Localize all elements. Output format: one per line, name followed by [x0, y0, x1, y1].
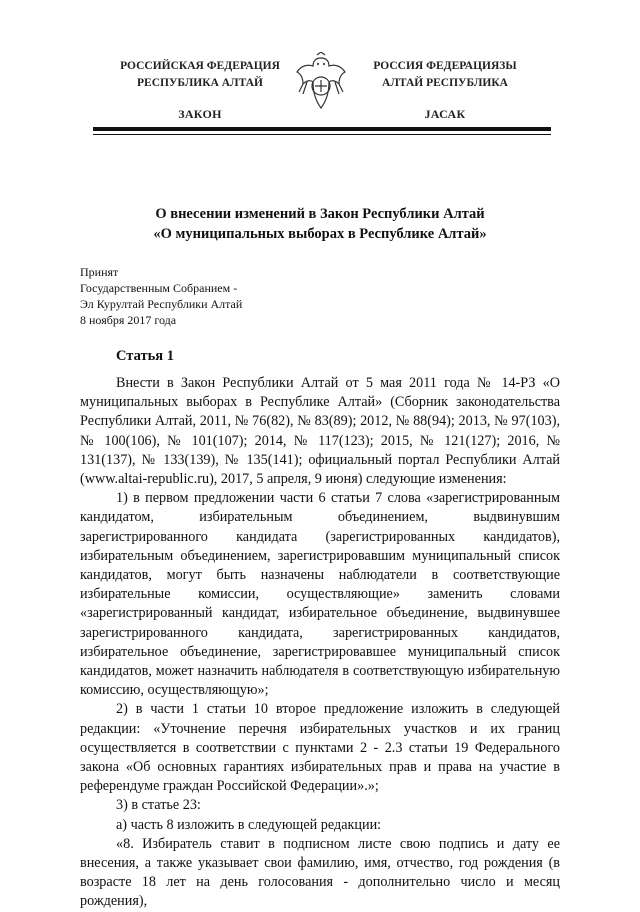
law-title-line2: «О муниципальных выборах в Республике Алтай»	[153, 226, 487, 242]
header-left-line2: РЕСПУБЛИКА АЛТАЙ	[137, 77, 263, 89]
adoption-line2: Государственным Собранием -	[80, 281, 238, 295]
header-right-word: JАСАК	[424, 107, 466, 121]
article-body	[80, 374, 560, 912]
law-title	[80, 204, 560, 244]
header-right-block	[340, 58, 550, 123]
article-paragraph: 2) в части 1 статьи 10 второе предложение изложить в следующей редакции: «Уточнение перечня избирательных участков и их границ осуществляется в соответствии с пунктами 2 - 2.3 статьи 19 Федерального закона «Об основных гарантиях избирательных прав и права на участие в референдуме граждан Российской Федерации».»;	[80, 701, 560, 795]
header-rule-thick	[93, 127, 551, 131]
header-right-line1: РОССИЯ ФЕДЕРАЦИЯЗЫ	[373, 60, 517, 72]
adoption-line1: Принят	[80, 265, 119, 279]
adoption-block	[80, 264, 380, 328]
adoption-line3: Эл Курултай Республики Алтай	[80, 297, 243, 311]
header-right-line2: АЛТАЙ РЕСПУБЛИКА	[382, 77, 508, 89]
header-rule-thin	[93, 134, 551, 135]
adoption-date: 8 ноября 2017 года	[80, 313, 177, 327]
law-title-line1: О внесении изменений в Закон Республики Алтай	[155, 206, 485, 222]
article-paragraph: «8. Избиратель ставит в подписном листе свою подпись и дату ее внесения, а также указывает свои фамилию, имя, отчество, год рождения (в возрасте 18 лет на день голосования - дополнительно число и месяц рождения),	[80, 835, 560, 910]
header-left-line1: РОССИЙСКАЯ ФЕДЕРАЦИЯ	[120, 60, 280, 72]
header-left-word: ЗАКОН	[178, 107, 222, 121]
header-left-block	[95, 58, 305, 123]
article-heading: Статья 1	[116, 348, 174, 364]
article-paragraph: 1) в первом предложении части 6 статьи 7 слова «зарегистрированным кандидатом, избирательным объединением, выдвинувшим зарегистрированного кандидата (зарегистрированных кандидатов), избирательным объединением, зарегистрировавшим муниципальный список кандидатов, могут быть назначены наблюдатели в соответствующие избирательные комиссии, осуществляющие» заменить словами «зарегистрированный кандидат, избирательное объединение, выдвинувшее зарегистрированного кандидата, зарегистрированных кандидатов, избирательное объединение, зарегистрировавшее муниципальный список кандидатов, может назначить наблюдателя в соответствующую избирательную комиссию, осуществляющую»;	[80, 490, 560, 699]
article-paragraph: а) часть 8 изложить в следующей редакции:	[116, 816, 382, 833]
article-paragraph: 3) в статье 23:	[116, 797, 201, 814]
article-paragraph: Внести в Закон Республики Алтай от 5 мая 2011 года № 14-РЗ «О муниципальных выборах в Республике Алтай» (Сборник законодательства Республики Алтай, 2011, № 76(82), № 83(89); 2012, № 88(94); 2013, № 97(103), № 100(106), № 101(107); 2014, № 117(123); 2015, № 121(127); 2016, № 131(137), № 133(139), № 135(141); официальный портал Республики Алтай (www.altai-republic.ru), 2017, 5 апреля, 9 июня) следующие изменения:	[80, 375, 560, 488]
